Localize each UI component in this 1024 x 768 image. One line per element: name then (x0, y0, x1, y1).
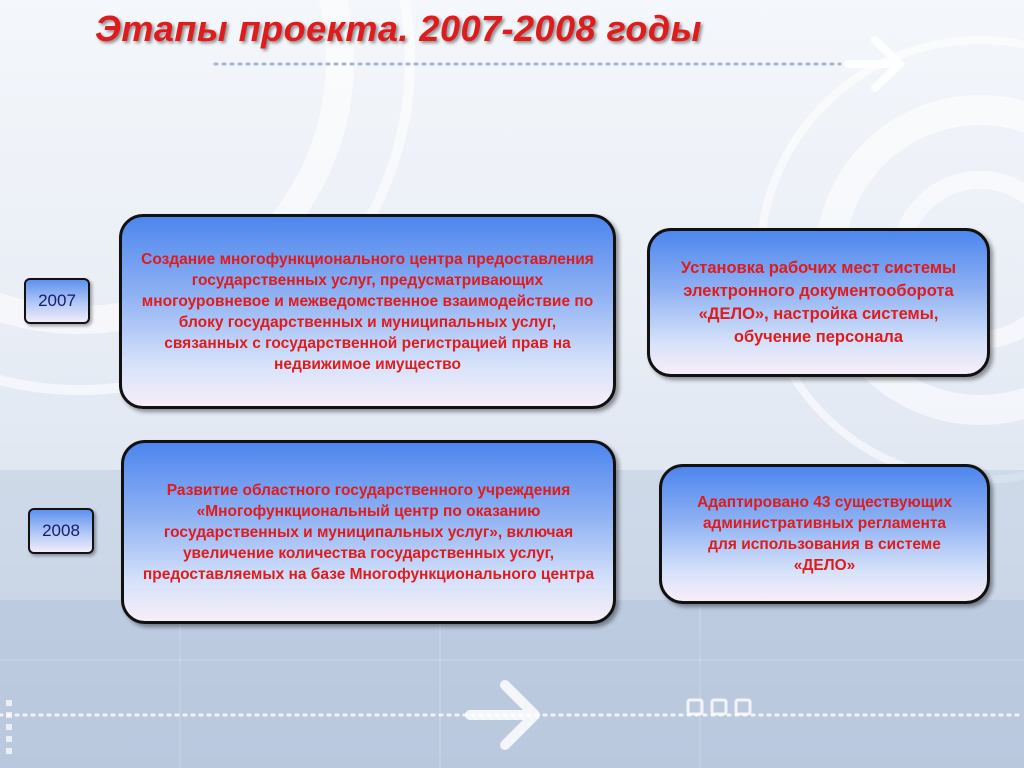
year-label-text: 2008 (42, 521, 80, 540)
card-text: Установка рабочих мест системы электронного документооборота «ДЕЛО», настройка системы, обучение персонала (680, 258, 957, 346)
card-text: Развитие областного государственного учреждения «Многофункциональный центр по оказанию государственных и муниципальных услуг», включая увеличение количества государственных услуг, предоставляемых на базе Многофункционального центра (142, 481, 595, 583)
slide-title: Этапы проекта. 2007-2008 годы (95, 8, 702, 49)
card-2008-main-stage (121, 440, 616, 624)
card-text: Создание многофункционального центра предоставления государственных услуг, предусматривающих многоуровневое и межведомственное взаимодействие по блоку государственных и муниципальных услуг, связанных с государственной регистрацией прав на недвижимое имущество (141, 250, 594, 373)
year-label-text: 2007 (38, 291, 76, 310)
card-2007-side-stage (647, 228, 990, 377)
year-label-2007 (24, 278, 90, 324)
card-text: Адаптировано 43 существующих административных регламента для использования в системе «ДЕЛО» (697, 494, 952, 574)
arrow-right-icon (848, 30, 900, 98)
card-2007-main-stage (119, 214, 616, 409)
year-label-2008 (28, 508, 94, 554)
card-2008-side-stage (659, 464, 990, 604)
